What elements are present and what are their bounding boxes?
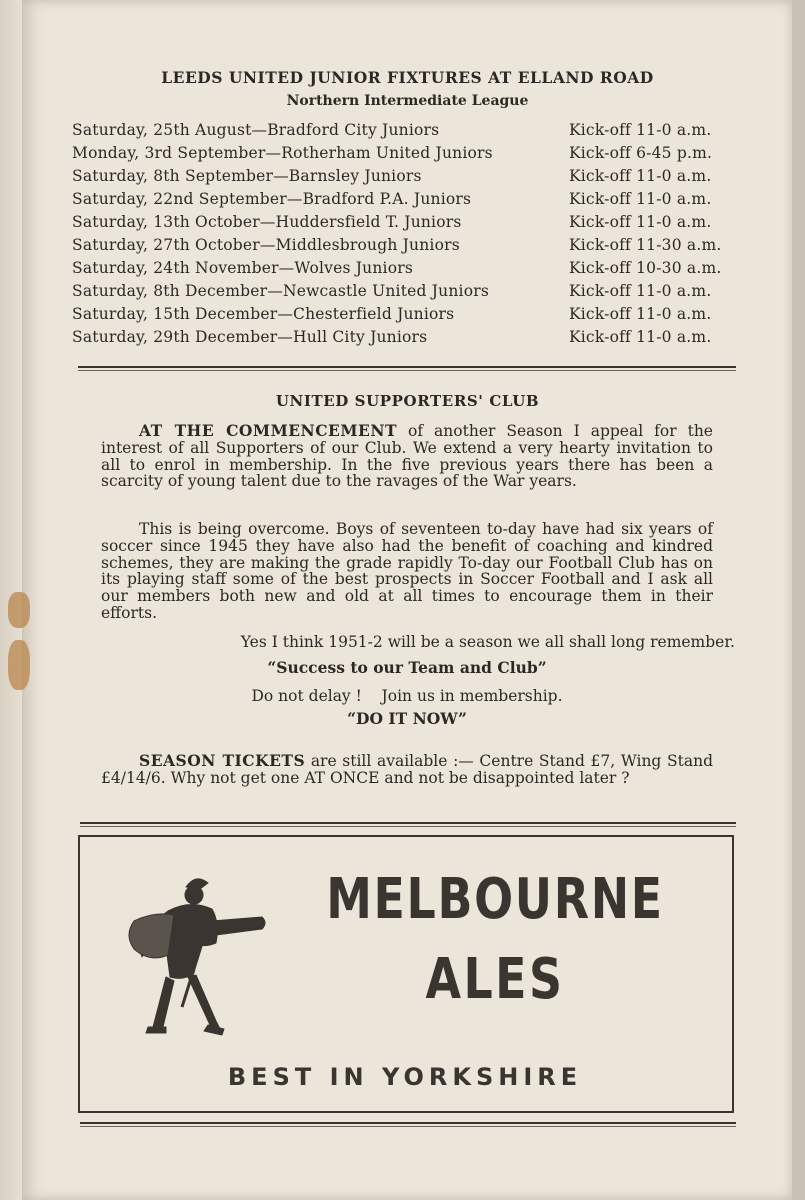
fixture-match: Saturday, 29th December—Hull City Juniors	[72, 328, 428, 346]
appeal-text: of another Season I appeal for the interest of all Supporters of our Club. We extend a very hearty invitation to all to enrol in membership. In the five previous years there has been a scarcity of young talent due to the ravages of the War years.	[101, 422, 713, 491]
do-it-now: “DO IT NOW”	[347, 709, 467, 728]
fixture-row	[72, 213, 737, 236]
section-divider	[78, 366, 736, 368]
brand-line-2: ALES	[425, 947, 565, 1012]
fixture-match: Saturday, 24th November—Wolves Juniors	[72, 259, 413, 277]
fixture-kickoff: Kick-off 11-30 a.m.	[569, 236, 722, 254]
melbourne-ales-advert	[78, 835, 734, 1113]
fixture-kickoff: Kick-off 11-0 a.m.	[569, 282, 712, 300]
advert-tagline: BEST IN YORKSHIRE	[227, 1063, 583, 1091]
fixture-kickoff: Kick-off 11-0 a.m.	[569, 121, 712, 139]
fixture-row	[72, 236, 737, 259]
appeal-lead: AT THE COMMENCEMENT	[139, 421, 398, 440]
programme-page	[22, 0, 792, 1200]
fixture-kickoff: Kick-off 11-0 a.m.	[569, 328, 712, 346]
fixture-match: Saturday, 25th August—Bradford City Juniors	[72, 121, 440, 139]
brand-line-1: MELBOURNE	[326, 867, 664, 932]
season-tickets-paragraph	[101, 753, 713, 787]
fixture-row	[72, 121, 737, 144]
fixture-row	[72, 190, 737, 213]
fixture-row	[72, 259, 737, 282]
fixture-row	[72, 328, 737, 351]
fixture-kickoff: Kick-off 10-30 a.m.	[569, 259, 722, 277]
fixture-match: Saturday, 27th October—Middlesbrough Juniors	[72, 236, 460, 254]
advert-bottom-rule	[80, 1122, 736, 1124]
fixture-row	[72, 144, 737, 167]
season-remark: Yes I think 1951-2 will be a season we all shall long remember.	[240, 633, 735, 651]
fixture-kickoff: Kick-off 11-0 a.m.	[569, 167, 712, 185]
fixture-match: Saturday, 15th December—Chesterfield Juniors	[72, 305, 455, 323]
appeal-paragraph	[101, 423, 713, 490]
fixture-kickoff: Kick-off 11-0 a.m.	[569, 305, 712, 323]
fixture-match: Saturday, 13th October—Huddersfield T. Juniors	[72, 213, 462, 231]
fixture-match: Saturday, 8th December—Newcastle United Juniors	[72, 282, 490, 300]
fixture-row	[72, 305, 737, 328]
advert-top-rule	[80, 822, 736, 824]
club-title: UNITED SUPPORTERS' CLUB	[275, 392, 540, 410]
fixture-match: Saturday, 22nd September—Bradford P.A. Juniors	[72, 190, 472, 208]
league-name: Northern Intermediate League	[286, 93, 529, 109]
fixtures-list	[72, 121, 737, 351]
fixture-row	[72, 167, 737, 190]
cavalier-figure-icon	[108, 877, 268, 1037]
join-line: Do not delay ! Join us in membership.	[251, 687, 563, 705]
success-slogan: “Success to our Team and Club”	[267, 658, 547, 677]
fixture-kickoff: Kick-off 11-0 a.m.	[569, 190, 712, 208]
rust-stain	[8, 640, 30, 690]
fixture-match: Monday, 3rd September—Rotherham United Juniors	[72, 144, 493, 162]
talent-paragraph: This is being overcome. Boys of seventeen to-day have had six years of soccer since 1945 they have also had the benefit of coaching and kindred schemes, they are making the grade rapidly To-day our Football Club has on its playing staff some of the best prospects in Soccer Football and I ask all our members both new and old at all times to encourage them in their efforts.	[101, 520, 713, 622]
fixture-match: Saturday, 8th September—Barnsley Juniors	[72, 167, 422, 185]
season-tickets-lead: SEASON TICKETS	[139, 751, 306, 770]
season-tickets-text: are still available :— Centre Stand £7, Wing Stand £4/14/6. Why not get one AT ONCE and not be disappointed later ?	[101, 752, 713, 787]
fixture-row	[72, 282, 737, 305]
rust-stain	[8, 592, 30, 628]
fixtures-title: LEEDS UNITED JUNIOR FIXTURES AT ELLAND ROAD	[161, 68, 654, 87]
fixture-kickoff: Kick-off 6-45 p.m.	[569, 144, 713, 162]
fixture-kickoff: Kick-off 11-0 a.m.	[569, 213, 712, 231]
